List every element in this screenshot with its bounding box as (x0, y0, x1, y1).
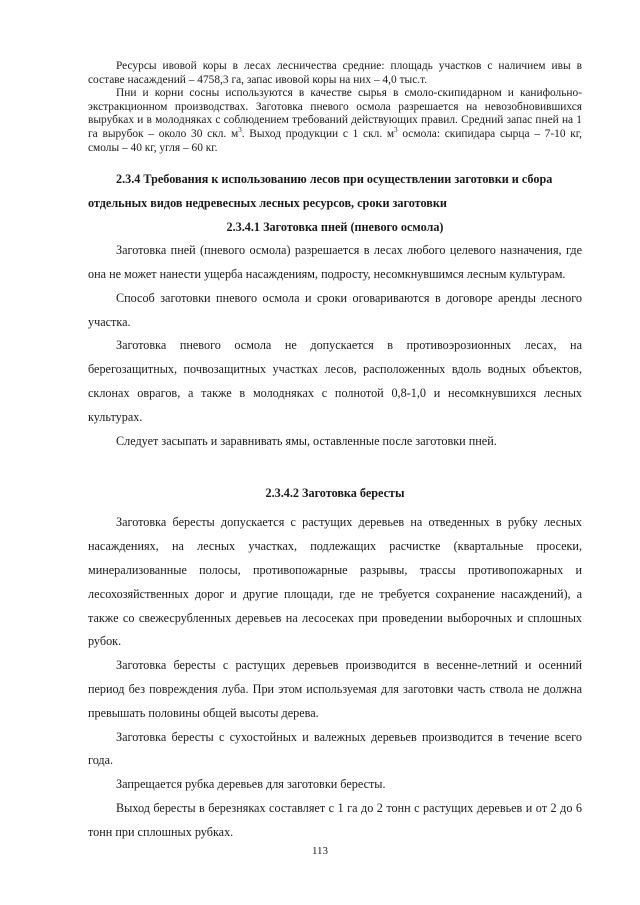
paragraph: Выход бересты в березняках составляет с 1 га до 2 тонн с растущих деревьев и от 2 до 6 тонн при сплошных рубках. (88, 800, 582, 839)
paragraph: Заготовка бересты с растущих деревьев производится в весенне-летний и осенний период без повреждения луба. При этом используемая для заготовки часть ствола не должна превышать половины общей высоты дерева. (88, 658, 582, 720)
subsection-heading-birch-bark: 2.3.4.2 Заготовка бересты (265, 486, 405, 501)
paragraph: Запрещается рубка деревьев для заготовки бересты. (116, 777, 386, 792)
intro-text-part-1: Пни и корни сосны используются в качестве сырья в смоло-скипидарном и канифольно-экстракционном производствах. Заготовка пневого осмола разрешается на невозобновившихся вырубках и в молодняках с соблюдением требований действующих правил. Средний запас пней на 1 га вырубок – около 30 скл. м (88, 87, 582, 140)
paragraph: Способ заготовки пневого осмола и сроки оговариваются в договоре аренды лесного участка. (88, 290, 582, 329)
intro-text-part-2: . Выход продукции с 1 скл. м (241, 127, 395, 140)
page-number: 113 (311, 845, 329, 857)
superscript-cubic-2: 3 (394, 126, 398, 135)
paragraph: Заготовка пневого осмола не допускается в противоэрозионных лесах, на берегозащитных, почвозащитных участках лесов, расположенных вдоль водных объектов, склонах оврагов, а также в молодняках с полнотой 0,8-1,0 и несомкнувшихся лесных культурах. (88, 338, 582, 424)
subsection-heading-stumps: 2.3.4.1 Заготовка пней (пневого осмола) (226, 220, 444, 235)
paragraph: Заготовка бересты с сухостойных и валежных деревьев производится в течение всего года. (88, 729, 582, 768)
section-heading: 2.3.4 Требования к использованию лесов при осуществлении заготовки и сбора отдельных видов недревесных лесных ресурсов, сроки заготовки (88, 172, 553, 211)
intro-paragraph-pine-stumps (88, 87, 582, 155)
intro-paragraph-willow-bark: Ресурсы ивовой коры в лесах лесничества средние: площадь участков с наличием ивы в составе насаждений – 4758,3 га, запас ивовой коры на них – 4,0 тыс.т. (88, 60, 582, 86)
paragraph: Заготовка пней (пневого осмола) разрешается в лесах любого целевого назначения, где она не может нанести ущерба насаждениям, подросту, несомкнувшимся лесным культурам. (88, 243, 582, 281)
intro-text-part-3: осмола: скипидара сырца – 7-10 кг, смолы – 40 кг, угля – 60 кг. (88, 127, 583, 154)
superscript-cubic-1: 3 (238, 126, 242, 135)
paragraph: Следует засыпать и заравнивать ямы, оставленные после заготовки пней. (116, 433, 497, 448)
document-page (88, 60, 582, 844)
paragraph: Заготовка бересты допускается с растущих деревьев на отведенных в рубку лесных насаждениях, на лесных участках, подлежащих расчистке (квартальные просеки, минерализованные полосы, противопожарные разрывы, трассы противопожарных и лесохозяйственных дорог и другие площади, где не требуется сохранение насаждений), а также со свежесрубленных деревьев на лесосеках при проведении выборочных и сплошных рубок. (88, 515, 582, 649)
